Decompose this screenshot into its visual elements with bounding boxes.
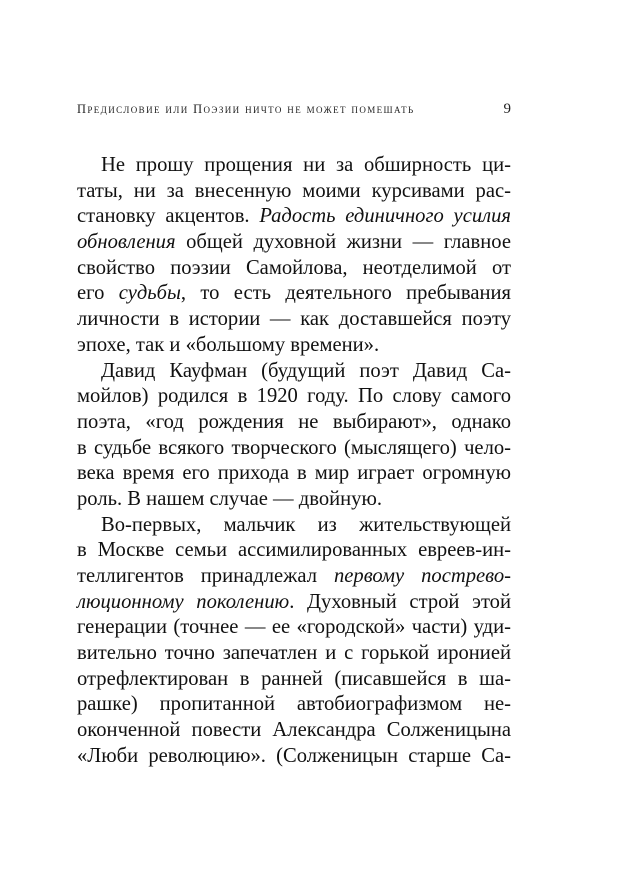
text-segment: рашке) пропитанной автобиографизмом не-: [77, 693, 511, 716]
text-line: [77, 359, 511, 385]
running-header: [77, 99, 511, 119]
italic-text-segment: Радость единичного усилия: [259, 205, 511, 228]
text-segment: , то есть деятельного пребывания: [180, 282, 512, 305]
text-segment: «Люби революцию». (Солженицын старше Са-: [77, 744, 511, 767]
text-line: [77, 410, 511, 436]
text-line: [77, 204, 511, 230]
text-segment: вительно точно запечатлен и с горькой иронией: [77, 642, 511, 665]
text-line: [77, 692, 511, 718]
text-line: [77, 333, 511, 359]
text-segment: становку акцентов.: [77, 205, 260, 228]
text-segment: в Москве семьи ассимилированных евреев-ин-: [77, 539, 511, 562]
text-segment: Во-первых, мальчик из жительствующей: [101, 513, 511, 536]
text-segment: эпохе, так и «большому времени».: [77, 333, 380, 356]
italic-text-segment: обновления: [77, 231, 176, 254]
text-segment: генерации (точнее — ее «городской» части) уди-: [77, 616, 511, 639]
text-line: [77, 590, 511, 616]
text-line: [77, 641, 511, 667]
text-line: [77, 667, 511, 693]
text-line: [77, 307, 511, 333]
text-segment: Не прошу прощения ни за обширность ци-: [101, 154, 511, 176]
text-segment: оконченной повести Александра Солженицына: [77, 719, 511, 742]
text-line: [77, 230, 511, 256]
text-segment: его: [77, 282, 119, 305]
italic-text-segment: люционному поколению: [77, 590, 290, 613]
text-segment: поэта, «год рождения не выбирают», однако: [77, 410, 511, 433]
text-line: [77, 744, 511, 770]
text-line: [77, 513, 511, 539]
text-segment: мойлов) родился в 1920 году. По слову самого: [77, 385, 511, 408]
text-segment: роль. В нашем случае — двойную.: [77, 487, 382, 510]
text-segment: отрефлектирован в ранней (писавшейся в ша-: [77, 667, 511, 690]
text-line: [77, 384, 511, 410]
text-segment: теллигентов принадлежал: [77, 565, 334, 587]
running-title: Предисловие или Поэзии ничто не может помешать: [77, 102, 415, 116]
text-line: [77, 718, 511, 744]
text-line: [77, 256, 511, 282]
text-line: [77, 461, 511, 487]
text-line: [77, 436, 511, 462]
text-line: [77, 487, 511, 513]
text-segment: свойство поэзии Самойлова, неотделимой от: [77, 256, 511, 279]
text-line: [77, 281, 511, 307]
text-segment: Давид Кауфман (будущий поэт Давид Са-: [101, 359, 511, 382]
text-line: [77, 564, 511, 590]
body-text: [77, 153, 511, 770]
text-segment: . Духовный строй этой: [289, 590, 511, 613]
text-segment: таты, ни за внесенную моими курсивами рас-: [77, 179, 511, 202]
text-line: [77, 615, 511, 641]
text-segment: века время его прихода в мир играет огромную: [77, 462, 511, 485]
text-segment: общей духовной жизни — главное: [175, 231, 511, 254]
text-line: [77, 153, 511, 179]
text-segment: личности в истории — как доставшейся поэту: [77, 308, 511, 331]
text-line: [77, 538, 511, 564]
text-line: [77, 179, 511, 205]
italic-text-segment: первому пострево-: [333, 565, 511, 587]
page-number: 9: [503, 101, 511, 117]
italic-text-segment: судьбы: [118, 282, 181, 305]
text-segment: в судьбе всякого творческого (мыслящего) чело-: [77, 436, 511, 459]
